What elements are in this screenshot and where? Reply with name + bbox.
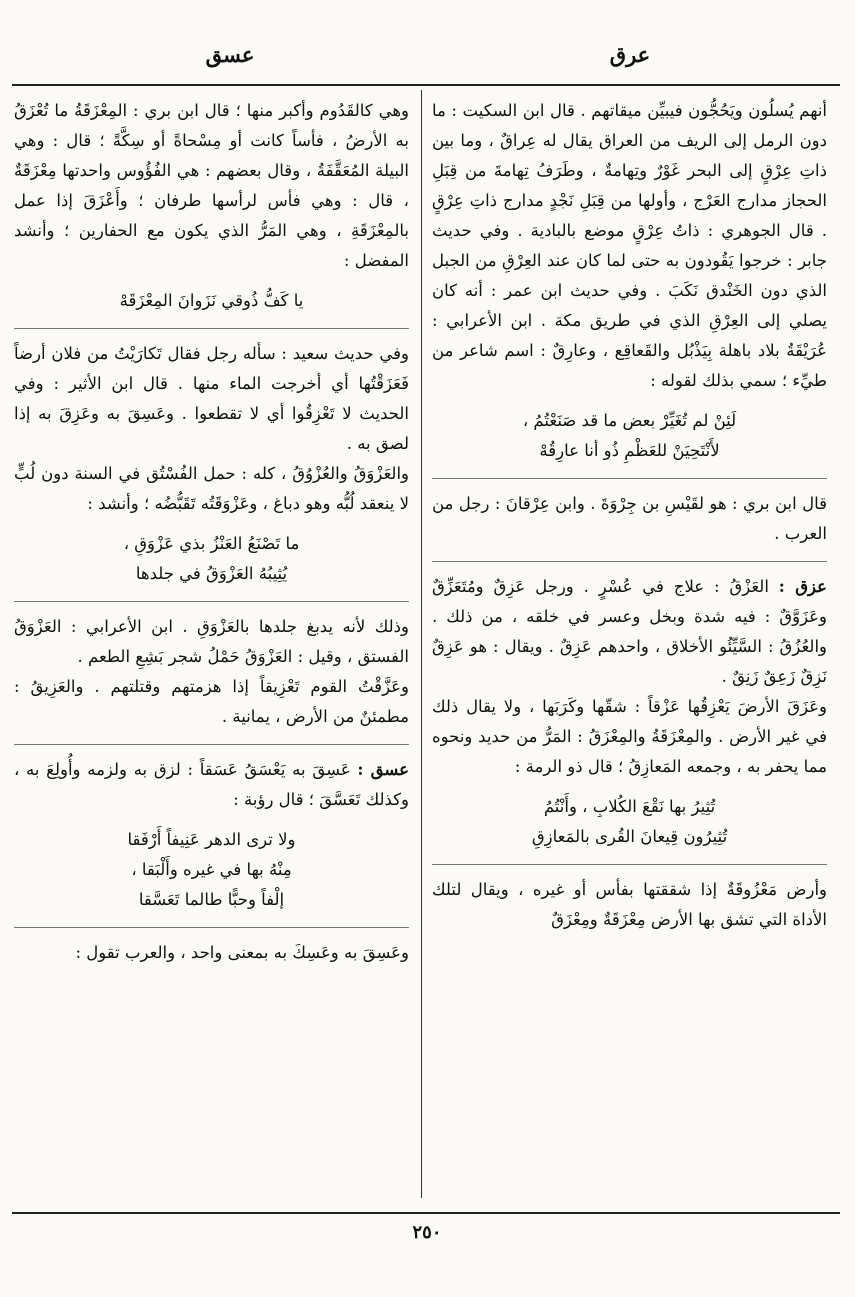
verse-line: إلْفاً وحبًّا طالما تَعَسَّقا <box>138 890 285 909</box>
verse <box>14 529 409 589</box>
entry-body: عَسِقَ به يَعْسَقُ عَسَقاً : لزق به ولزمه وأُولِعَ به ، وكذلك تَعَسَّقَ ؛ قال رؤبة : <box>14 760 409 809</box>
separator <box>14 927 409 928</box>
verse <box>432 406 827 466</box>
separator <box>14 328 409 329</box>
footer-rule <box>12 1212 840 1214</box>
separator <box>14 744 409 745</box>
page-number: ٢٥٠ <box>412 1222 442 1243</box>
entry-text <box>14 755 409 815</box>
separator <box>432 478 827 479</box>
entry-text: أنهم يُسلُون ويَحُجُّون فيبيِّن ميقاتهم . قال ابن السكيت : ما دون الرمل إلى الريف من العراق يقال له عِراقٌ ، وما بين ذاتِ عِرْقٍ إلى البحر غَوْرٌ وتِهامةٌ ، وطَرَفُ تِهامةَ من قِبَلِ الحجاز مدارج العَرْج ، وأولها من قِبَلِ نَجْدٍ مدارج ذاتِ عِرْقٍ . قال الجوهري : ذاتُ عِرْقٍ موضع بالبادية . وفي حديث جابر : خرجوا يَقُودون به حتى لما كان عند العِرْقِ من الجبل الذي دون الخَنْدق نَكَبَ . وفي حديث ابن عمر : أنه كان يصلي إلى العِرْقِ الذي في طريق مكة . ابن الأعرابي : عُرَيْقَةُ بلاد باهلة بِيَذْبُل والقَعاقِع ، وعارِقٌ : اسم شاعر من طيِّء ؛ سمي بذلك لقوله : <box>432 101 827 390</box>
entry-text: والعَزْوَقُ والعُزْوُقُ ، كله : حمل الفُسْتُق في السنة دون لُبٍّ لا ينعقد لُبُّه وهو دباغ ، وعَزْوَقَتُه تَقَبُّضُه ؛ وأنشد : <box>14 464 409 513</box>
left-column <box>14 96 409 1201</box>
separator <box>432 561 827 562</box>
separator <box>14 601 409 602</box>
verse-line: تُثِيرُون قِيعانَ القُرى بالمَعازِقِ <box>531 827 728 846</box>
verse-line: يُثِيبُهُ العَزْوَقُ في جلدها <box>135 564 288 583</box>
verse-line: لأَنْتَحِيَنْ للعَظْمِ ذُو أنا عارِقُهْ <box>539 441 720 460</box>
verse <box>14 825 409 915</box>
column-divider <box>421 90 422 1198</box>
verse <box>14 286 409 316</box>
running-header-left: عسق <box>205 42 255 67</box>
verse-line: ولا ترى الدهر عَنِيفاً أَرْفَقا <box>127 830 296 849</box>
verse <box>432 792 827 852</box>
entry-body: العَزْقُ : علاج في عُسْرٍ . ورجل عَزِقٌ ومُتَعَزِّقٌ وعَزَوَّقٌ : فيه شدة وبخل وعسر في خلقه ، من ذلك . والعُزُقُ : السَّيِّئُو الأخلاق ، واحدهم عَزِقٌ . ويقال : هو عَزِقٌ نَزِقٌ زَعِقٌ زَنِقٌ . <box>432 577 827 686</box>
right-column <box>432 96 827 1201</box>
entry-text: قال ابن بري : هو لقَيْسِ بن جِرْوَةَ . وابن عِرْقانَ : رجل من العرب . <box>432 494 827 543</box>
entry-text: وأرض مَعْزُوقَةٌ إذا شققتها بفأس أو غيره ، ويقال لتلك الأداة التي تشق بها الأرض مِعْزَقَةٌ ومِعْزَقٌ <box>432 880 827 929</box>
verse-line: لَئِنْ لم تُغَيِّرْ بعض ما قد صَنَعْتُمُ ، <box>522 411 737 430</box>
running-header-right: عرق <box>609 42 651 67</box>
entry-text: وعَزَّقْتُ القوم تَعْزِيقاً إذا هزمتهم وقتلتهم . والعَزِيقُ : مطمئنٌ من الأرض ، يمانية . <box>14 677 409 726</box>
entry-text: وذلك لأنه يدبغ جلدها بالعَزْوَقِ . ابن الأعرابي : العَزْوَقُ الفستق ، وقيل : العَزْوَقُ حَمْلُ شجر بَشِعِ الطعم . <box>14 617 409 666</box>
entry-text: وعَزَقَ الأرضَ يَعْزِقُها عَزْقاً : شقّها وكَرَبَها ، ولا يقال ذلك في غير الأرض . والمِعْزَقَةُ والمِعْزَقُ : المَرُّ من حديد ونحوه مما يحفر به ، وجمعه المَعازِقُ ؛ قال ذو الرمة : <box>432 697 827 776</box>
entry-text <box>432 572 827 692</box>
separator <box>432 864 827 865</box>
header-rule <box>12 84 840 86</box>
verse-line: يا كَفُّ ذُوقي نَزَوانَ المِعْزَقَهْ <box>119 291 304 310</box>
entry-text: وهي كالقَدُوم وأكبر منها ؛ قال ابن بري : المِعْزَقَةُ ما تُعْزَقُ به الأرضُ ، فأساً كانت أو مِسْحاةً أو سِكَّةً ؛ قال : وهي البيلة المُعَقَّفَةُ ، وقال بعضهم : هي الفُؤُوس واحدتها مِعْزَقَةٌ ، قال : وهي فأس لرأسها طرفان ؛ وأَعْزَقَ إذا عمل بالمِعْزَقَةِ ، وهي المَرُّ الذي يكون مع الحفارين ؛ وأنشد المفضل : <box>14 101 409 270</box>
verse-line: مِنْهُ بها في غيره وأَلْبَقا ، <box>131 860 292 879</box>
entry-text: وفي حديث سعيد : سأله رجل فقال تَكارَيْتُ من فلان أرضاً فَعَزَقْتُها أي أخرجت الماء منها . قال ابن الأثير : وفي الحديث لا تَعْزِقُوا أي لا تقطعوا . وعَسِقَ به وعَزِقَ به إذا لصق به . <box>14 344 409 453</box>
entry-text: وعَسِقَ به وعَسِكَ به بمعنى واحد ، والعرب تقول : <box>75 943 409 962</box>
verse-line: تُثِيرُ بها نَقْعَ الكُلابِ ، وأَنْتُمُ <box>543 797 716 816</box>
headword: عزق : <box>778 577 827 596</box>
verse-line: ما تَصْنَعُ العَنْزُ بذي عَزْوَقِ ، <box>123 534 300 553</box>
headword: عسق : <box>357 760 409 779</box>
